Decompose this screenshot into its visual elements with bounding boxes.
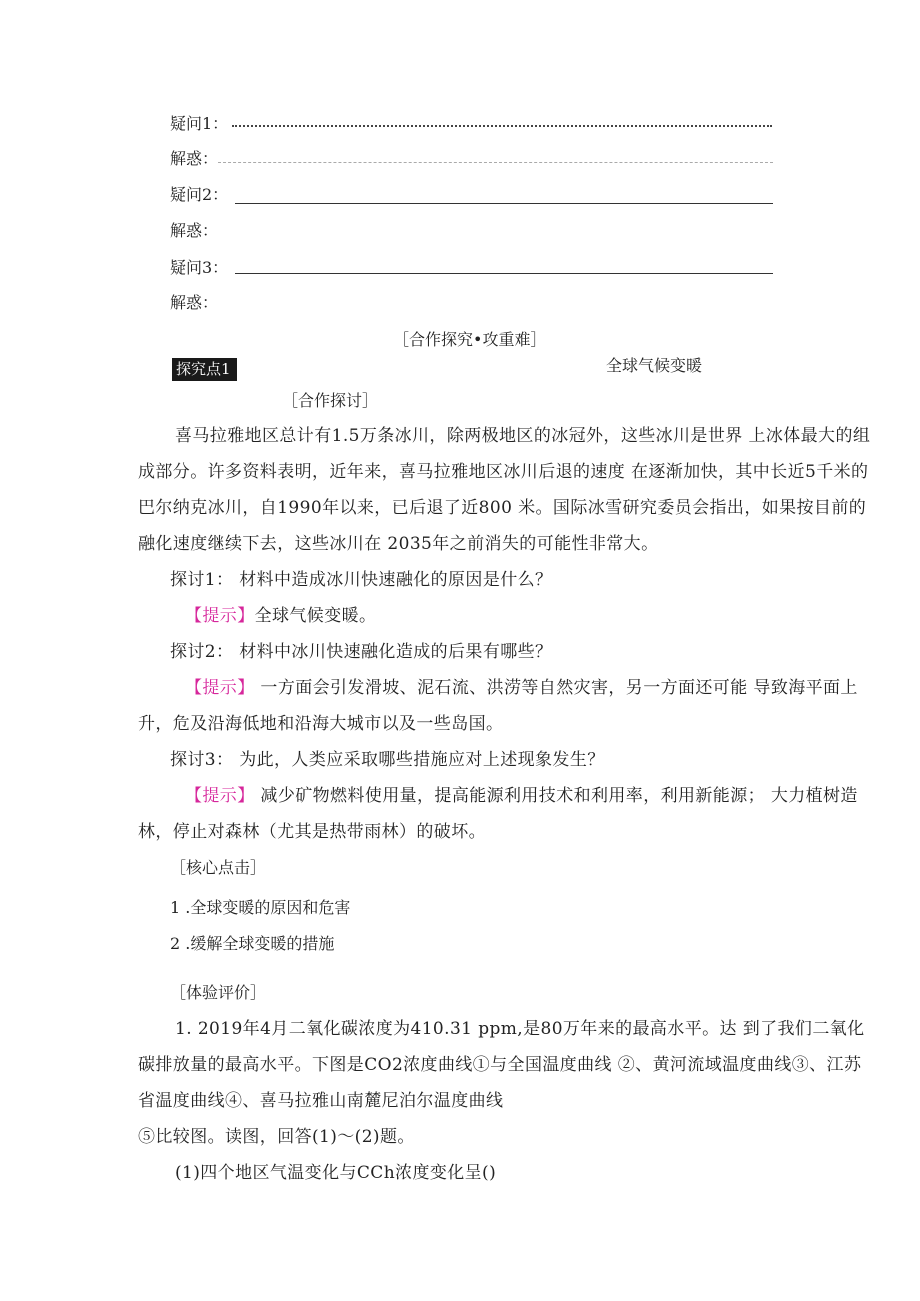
tip-label: 【提示】 (185, 606, 255, 626)
question-2-answer-line (235, 203, 773, 204)
material-line-2: 成部分。许多资料表明，近年来，喜马拉雅地区冰川后退的速度 在逐渐加快，其中长近5千米的 (138, 462, 869, 482)
answer-3-label: 解惑： (170, 293, 219, 312)
core-item-2: 2 .缓解全球变暖的措施 (170, 934, 335, 953)
discussion-3-question: 探讨3： 为此，人类应采取哪些措施应对上述现象发生？ (170, 750, 605, 770)
question-1-answer-line (232, 125, 772, 127)
discussion-3-answer-cont: 林，停止对森林（尤其是热带雨林）的破坏。 (138, 822, 486, 842)
answer-2-label: 解惑： (170, 221, 219, 240)
evaluation-line-3: 省温度曲线④、喜马拉雅山南麓尼泊尔温度曲线 (138, 1091, 504, 1111)
discussion-2-answer-cont: 升，危及沿海低地和沿海大城市以及一些岛国。 (138, 714, 504, 734)
evaluation-line-1: 1. 2019年4月二氧化碳浓度为410.31 ppm,是80万年来的最高水平。达 到了我们二氧化 (175, 1019, 865, 1039)
question-1-label: 疑问1： (170, 114, 229, 133)
question-3-label: 疑问3： (170, 258, 229, 277)
discussion-1-answer (185, 604, 376, 628)
discussion-1-question: 探讨1： 材料中造成冰川快速融化的原因是什么？ (170, 570, 553, 590)
core-item-1: 1 .全球变暖的原因和危害 (170, 898, 351, 917)
question-2-label: 疑问2： (170, 185, 229, 204)
tip-label: 【提示】 (185, 786, 255, 806)
evaluation-question-1: (1)四个地区气温变化与CCh浓度变化呈() (175, 1163, 497, 1183)
tip-label: 【提示】 (185, 678, 255, 698)
material-line-1: 喜马拉雅地区总计有1.5万条冰川，除两极地区的冰冠外，这些冰川是世界 上冰体最大的组 (175, 426, 871, 446)
discussion-header: ［合作探讨］ (282, 391, 379, 410)
discussion-1-answer-text: 全球气候变暖。 (254, 606, 377, 626)
discussion-2-answer-text: 一方面会引发滑坡、泥石流、洪涝等自然灾害，另一方面还可能 导致海平面上 (254, 678, 858, 698)
evaluation-line-4: ⑤比较图。读图，回答(1)～(2)题。 (138, 1127, 415, 1147)
topic-title: 全球气候变暖 (606, 356, 703, 375)
material-line-3: 巴尔纳克冰川，自1990年以来，已后退了近800 米。国际冰雪研究委员会指出，如果按目前的 (138, 498, 867, 518)
section-title: ［合作探究•攻重难］ (393, 330, 547, 349)
evaluation-line-2: 碳排放量的最高水平。下图是CO2浓度曲线①与全国温度曲线 ②、黄河流域温度曲线③、江苏 (138, 1055, 862, 1075)
answer-1-label: 解惑： (170, 149, 219, 168)
question-3-answer-line (235, 273, 773, 274)
exploration-point-badge: 探究点1 (172, 358, 237, 381)
discussion-2-question: 探讨2： 材料中冰川快速融化造成的后果有哪些？ (170, 642, 553, 662)
discussion-2-answer (185, 676, 858, 700)
discussion-3-answer-text: 减少矿物燃料使用量，提高能源利用技术和利用率，利用新能源； 大力植树造 (254, 786, 858, 806)
evaluation-header: ［体验评价］ (170, 983, 267, 1002)
discussion-3-answer (185, 784, 858, 808)
material-line-4: 融化速度继续下去，这些冰川在 2035年之前消失的可能性非常大。 (138, 534, 659, 554)
core-header: ［核心点击］ (170, 858, 267, 877)
answer-1-line (218, 162, 773, 163)
